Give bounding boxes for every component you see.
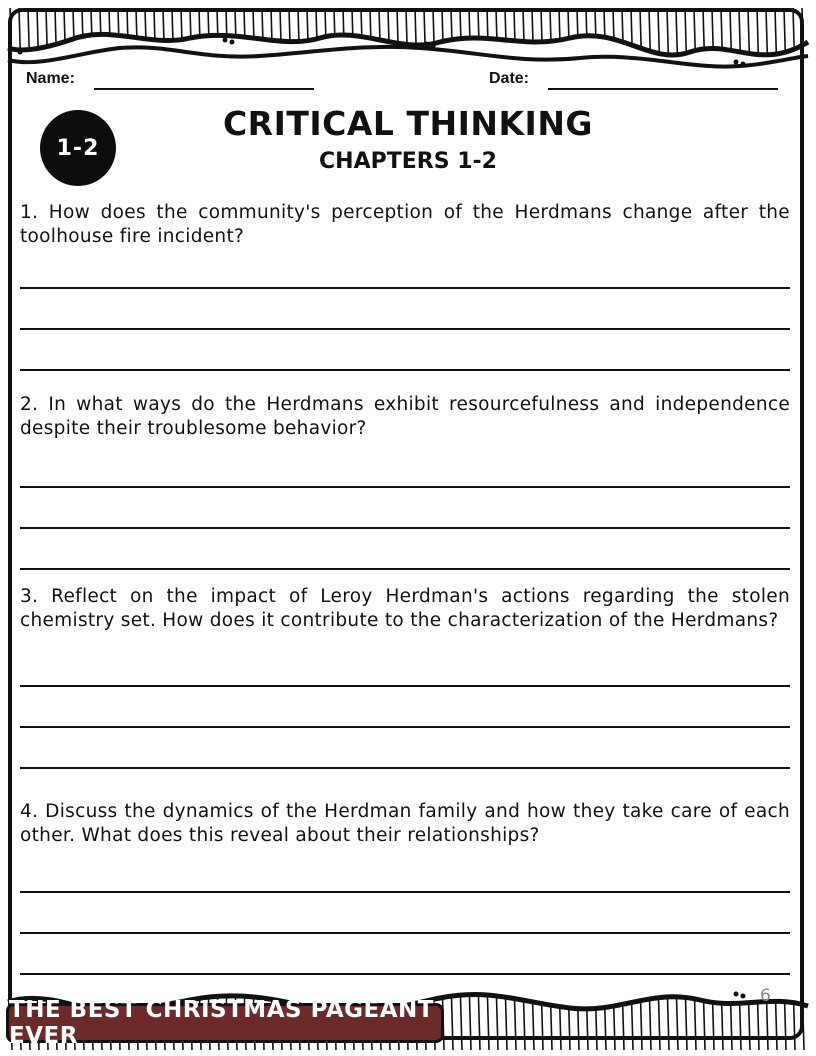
answer-line-1c[interactable]	[20, 369, 790, 371]
name-date-row	[24, 68, 778, 92]
answer-line-4c[interactable]	[20, 973, 790, 975]
name-field[interactable]	[94, 88, 314, 90]
chapter-badge-label: 1-2	[56, 135, 100, 161]
name-label: Name:	[26, 70, 75, 87]
page-title: CRITICAL THINKING	[222, 104, 594, 143]
question-2: 2. In what ways do the Herdmans exhibit resourcefulness and independence despite their troublesome behavior?	[20, 394, 790, 439]
answer-line-1a[interactable]	[20, 287, 790, 289]
answer-line-4b[interactable]	[20, 932, 790, 934]
answer-line-4a[interactable]	[20, 891, 790, 893]
answer-line-3b[interactable]	[20, 726, 790, 728]
answer-line-1b[interactable]	[20, 328, 790, 330]
question-1: 1. How does the community's perception of the Herdmans change after the toolhouse fire incident?	[20, 202, 790, 247]
answer-line-3c[interactable]	[20, 767, 790, 769]
book-title-text: THE BEST CHRISTMAS PAGEANT EVER	[9, 997, 434, 1049]
question-3: 3. Reflect on the impact of Leroy Herdman's actions regarding the stolen chemistry set. How does it contribute to the characterization of the Herdmans?	[20, 586, 790, 631]
answer-line-2b[interactable]	[20, 527, 790, 529]
answer-line-3a[interactable]	[20, 685, 790, 687]
page-subtitle: CHAPTERS 1-2	[319, 149, 497, 174]
page-number: 6	[760, 986, 771, 1006]
question-4: 4. Discuss the dynamics of the Herdman family and how they take care of each other. What does this reveal about their relationships?	[20, 801, 790, 846]
date-label: Date:	[489, 70, 530, 87]
date-field[interactable]	[548, 88, 778, 90]
answer-line-2a[interactable]	[20, 486, 790, 488]
book-title-banner	[6, 997, 444, 1049]
answer-line-2c[interactable]	[20, 568, 790, 570]
